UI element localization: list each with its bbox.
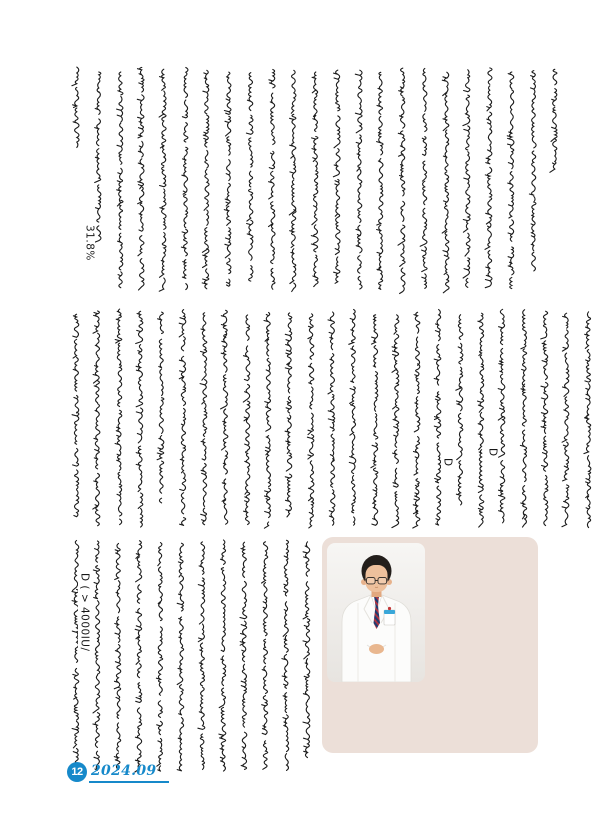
inline-token-vitamin-d: D <box>441 458 454 467</box>
mongolian-text-block-top <box>67 64 567 288</box>
inline-token-vitamin-d-2: D <box>486 448 499 457</box>
presenter-caption <box>322 537 538 753</box>
issue-underline <box>89 781 169 783</box>
inline-token-percentage: 31.8% <box>83 225 96 261</box>
inline-token-dose: D ( > 4000IU/ <box>78 573 91 652</box>
mongolian-text-block-middle <box>67 306 600 526</box>
issue-date: 2024.09 <box>91 763 157 779</box>
mongolian-text-block-bottom <box>67 537 319 770</box>
presenter-card <box>322 537 538 753</box>
page-number-badge: 12 <box>67 762 87 782</box>
